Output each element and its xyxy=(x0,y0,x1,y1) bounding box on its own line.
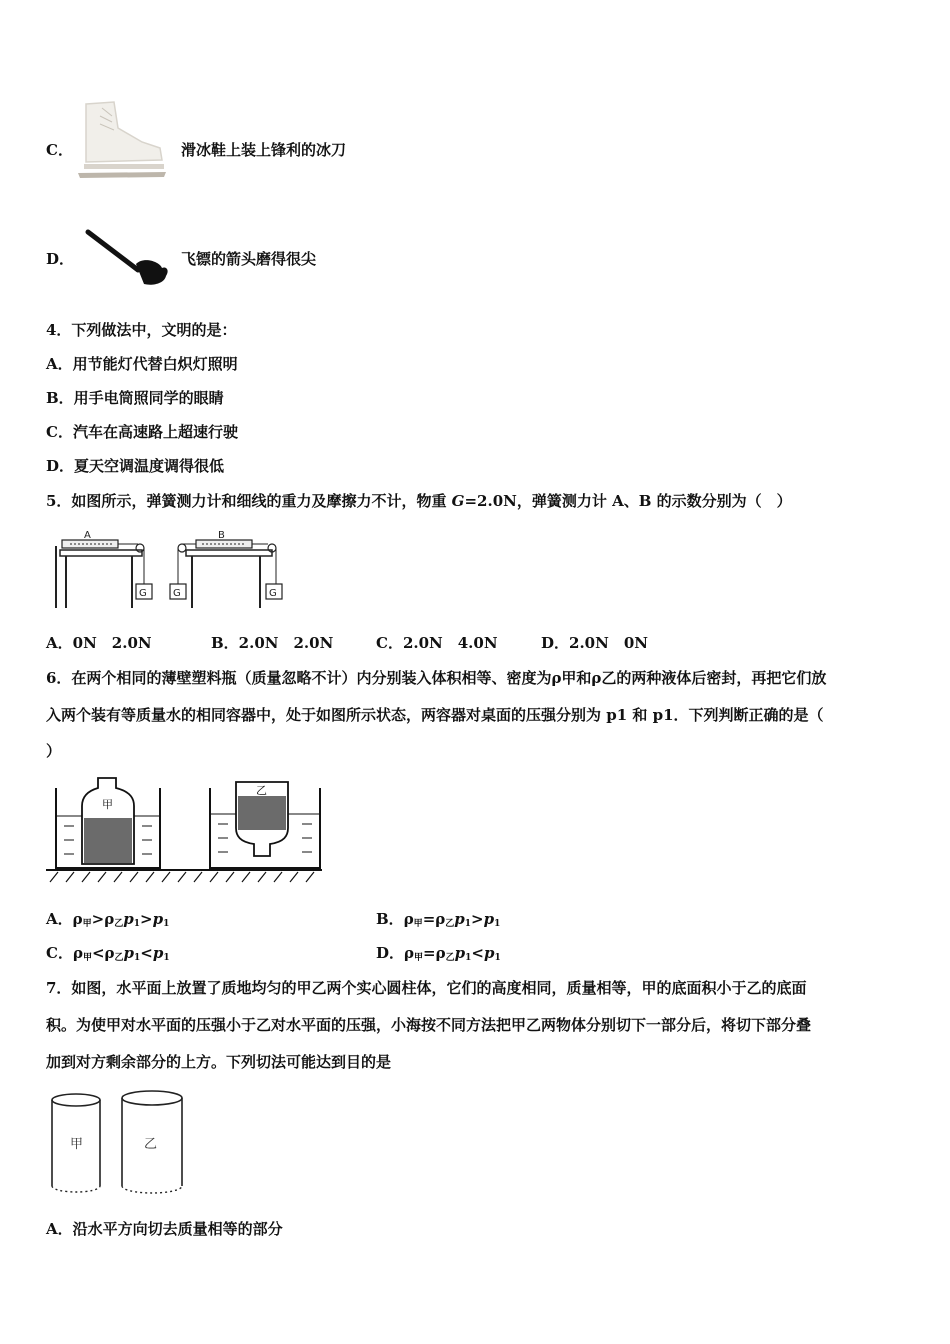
q4-stem: 4．下列做法中，文明的是： xyxy=(46,321,237,339)
q6-option-a: A．$\rho_甲>\rho_乙p_1>p_1$ xyxy=(46,910,170,929)
scale-b-label: B xyxy=(218,530,225,541)
q6-option-b: B．$\rho_甲=\rho_乙p_1>p_1$ xyxy=(376,910,501,929)
bottle-jia-label: 甲 xyxy=(102,798,113,811)
weight-g-2-label: G xyxy=(173,588,181,599)
q6-stem-line-2: 入两个装有等质量水的相同容器中，处于如图所示状态，两容器对桌面的压强分别为 p1 和 p1．下列判断正确的是（ xyxy=(46,706,824,724)
q7-stem-line-1: 7．如图，水平面上放置了质地均匀的甲乙两个实心圆柱体，它们的高度相同，质量相等，甲的底面积小于乙的底面 xyxy=(46,979,807,997)
q5-option-a: A．0N 2.0N xyxy=(46,634,152,652)
cylinders-figure xyxy=(46,1086,196,1198)
q4-option-d: D．夏天空调温度调得很低 xyxy=(46,457,225,475)
q4-option-a: A．用节能灯代替白炽灯照明 xyxy=(46,355,238,373)
q3-option-c-label: C． xyxy=(46,141,73,159)
q4-option-c: C．汽车在高速路上超速行驶 xyxy=(46,423,238,441)
weight-g-1-label: G xyxy=(139,588,147,599)
q5-stem: 5．如图所示，弹簧测力计和细线的重力及摩擦力不计，物重 G=2.0N，弹簧测力计 A、B 的示数分别为（ ） xyxy=(46,492,792,510)
bottle-yi-label: 乙 xyxy=(256,784,267,797)
cylinder-yi-label: 乙 xyxy=(144,1137,158,1152)
q5-option-d: D．2.0N 0N xyxy=(541,634,648,652)
q7-option-a: A．沿水平方向切去质量相等的部分 xyxy=(46,1220,283,1238)
q5-option-c: C．2.0N 4.0N xyxy=(376,634,498,652)
spring-scale-figure xyxy=(50,528,300,612)
cylinder-jia-label: 甲 xyxy=(70,1137,84,1152)
q7-stem-line-2: 积。为使甲对水平面的压强小于乙对水平面的压强，小海按不同方法把甲乙两物体分别切下一部分后，将切下部分叠 xyxy=(46,1016,812,1034)
dart-image xyxy=(82,226,172,298)
q6-option-c: C．$\rho_甲<\rho_乙p_1<p_1$ xyxy=(46,944,170,963)
ice-skate-image xyxy=(72,98,172,180)
scale-a-label: A xyxy=(84,530,91,541)
q3-option-d-text: 飞镖的箭头磨得很尖 xyxy=(181,250,317,268)
q4-option-b: B．用手电筒照同学的眼睛 xyxy=(46,389,224,407)
bottles-in-water-figure xyxy=(44,772,324,884)
q3-option-c-text: 滑冰鞋上装上锋利的冰刀 xyxy=(181,141,347,159)
weight-g-3-label: G xyxy=(269,588,277,599)
q3-option-d-label: D． xyxy=(46,250,75,268)
q6-stem-line-1: 6．在两个相同的薄壁塑料瓶（质量忽略不计）内分别装入体积相等、密度为ρ甲和ρ乙的两种液体后密封，再把它们放 xyxy=(46,669,827,687)
q6-option-d: D．$\rho_甲=\rho_乙p_1<p_1$ xyxy=(376,944,501,963)
q6-stem-line-3: ） xyxy=(46,742,62,760)
q7-stem-line-3: 加到对方剩余部分的上方。下列切法可能达到目的是 xyxy=(46,1053,392,1071)
q5-option-b: B．2.0N 2.0N xyxy=(211,634,334,652)
